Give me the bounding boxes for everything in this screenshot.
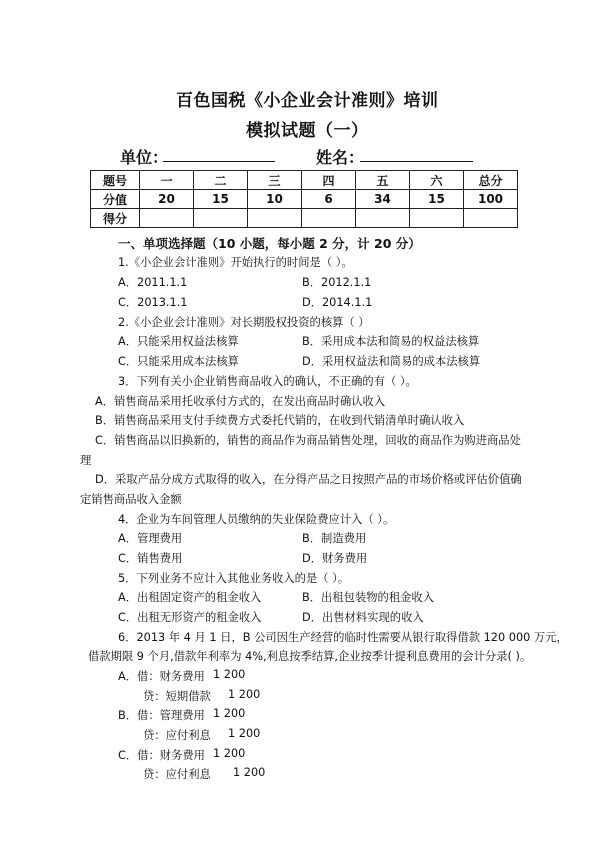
table-cell: 15	[410, 190, 464, 209]
entry-credit: 贷：应付利息	[143, 729, 211, 742]
table-cell: 得分	[91, 209, 140, 228]
question-stem: 3．下列有关小企业销售商品收入的确认，不正确的有（ ）。	[118, 375, 417, 388]
score-entry-cell[interactable]	[356, 209, 410, 228]
option-d: D．采用权益法和简易的成本法核算	[302, 355, 481, 368]
table-cell: 总分	[464, 171, 518, 190]
option-d-continued: 定销售商品收入金额	[80, 493, 182, 506]
score-entry-cell[interactable]	[140, 209, 194, 228]
table-cell: 一	[140, 171, 194, 190]
option-a: A．只能采用权益法核算	[118, 335, 239, 348]
option-d: D．出售材料实现的收入	[302, 611, 424, 624]
option-a: A．销售商品采用托收承付方式的，在发出商品时确认收入	[95, 395, 386, 408]
entry-debit: B．借：管理费用	[118, 709, 205, 722]
entry-amount: 1 200	[228, 727, 261, 740]
option-d: D．采取产品分成方式取得的收入，在分得产品之日按照产品的市场价格或评估价值确	[95, 473, 522, 486]
name-blank	[360, 145, 473, 162]
page-title: 百色国税《小企业会计准则》培训	[176, 91, 439, 111]
section-title: 一、单项选择题（10 小题，每小题 2 分，计 20 分）	[118, 236, 421, 251]
option-c: C．2013.1.1	[118, 296, 188, 309]
table-cell: 15	[194, 190, 248, 209]
option-c: C．销售费用	[118, 552, 183, 565]
table-cell: 10	[248, 190, 302, 209]
table-cell: 题号	[91, 171, 140, 190]
option-b: B．2012.1.1	[302, 276, 372, 289]
option-c-continued: 理	[80, 454, 92, 467]
table-cell: 三	[248, 171, 302, 190]
name-label: 姓名：	[316, 148, 365, 167]
score-entry-cell[interactable]	[410, 209, 464, 228]
entry-amount: 1 200	[213, 747, 246, 760]
option-a: A．管理费用	[118, 532, 183, 545]
score-entry-cell[interactable]	[248, 209, 302, 228]
table-cell: 34	[356, 190, 410, 209]
page-subtitle: 模拟试题（一）	[246, 121, 369, 141]
option-c: C．只能采用成本法核算	[118, 355, 239, 368]
table-cell: 二	[194, 171, 248, 190]
score-table-score-row	[91, 209, 518, 228]
question-stem: 4．企业为车间管理人员缴纳的失业保险费应计入（ ）。	[118, 513, 395, 526]
question-stem: 6．2013 年 4 月 1 日，B 公司因生产经营的临时性需要从银行取得借款 120 000 万元，	[118, 631, 568, 644]
option-d: D．2014.1.1	[302, 296, 373, 309]
entry-amount: 1 200	[228, 688, 261, 701]
option-d: D．财务费用	[302, 552, 368, 565]
question-stem: 5．下列业务不应计入其他业务收入的是（ ）。	[118, 572, 350, 585]
option-c: C．出租无形资产的租金收入	[118, 611, 262, 624]
table-cell: 分值	[91, 190, 140, 209]
table-cell: 六	[410, 171, 464, 190]
score-entry-cell[interactable]	[302, 209, 356, 228]
table-cell: 四	[302, 171, 356, 190]
unit-label: 单位：	[120, 148, 169, 167]
entry-credit: 贷：短期借款	[143, 690, 211, 703]
option-b: B．出租包装物的租金收入	[302, 591, 435, 604]
score-table	[90, 170, 518, 228]
unit-blank	[163, 145, 275, 162]
option-b: B．销售商品采用支付手续费方式委托代销的，在收到代销清单时确认收入	[95, 414, 465, 427]
score-entry-cell[interactable]	[464, 209, 518, 228]
entry-amount: 1 200	[213, 668, 246, 681]
entry-debit: A．借：财务费用	[118, 670, 205, 683]
question-stem: 1.《小企业会计准则》开始执行的时间是（ ）。	[118, 256, 353, 269]
option-a: A．2011.1.1	[118, 276, 188, 289]
option-c: C．销售商品以旧换新的，销售的商品作为商品销售处理，回收的商品作为购进商品处	[95, 434, 521, 447]
entry-amount: 1 200	[233, 766, 266, 779]
option-a: A．出租固定资产的租金收入	[118, 591, 262, 604]
table-cell: 五	[356, 171, 410, 190]
score-table-points-row	[91, 190, 518, 209]
option-b: B．制造费用	[302, 532, 367, 545]
entry-credit: 贷：应付利息	[143, 768, 211, 781]
score-entry-cell[interactable]	[194, 209, 248, 228]
question-stem: 2.《小企业会计准则》对长期股权投资的核算（ ）	[118, 316, 370, 329]
entry-amount: 1 200	[213, 707, 246, 720]
table-cell: 100	[464, 190, 518, 209]
entry-debit: C．借：财务费用	[118, 749, 205, 762]
option-b: B．采用成本法和简易的权益法核算	[302, 335, 480, 348]
table-cell: 6	[302, 190, 356, 209]
table-cell: 20	[140, 190, 194, 209]
score-table-header-row	[91, 171, 518, 190]
question-stem-continued: 借款期限 9 个月,借款年利率为 4%,利息按季结算,企业按季计提利息费用的会计分录( )。	[88, 650, 532, 663]
